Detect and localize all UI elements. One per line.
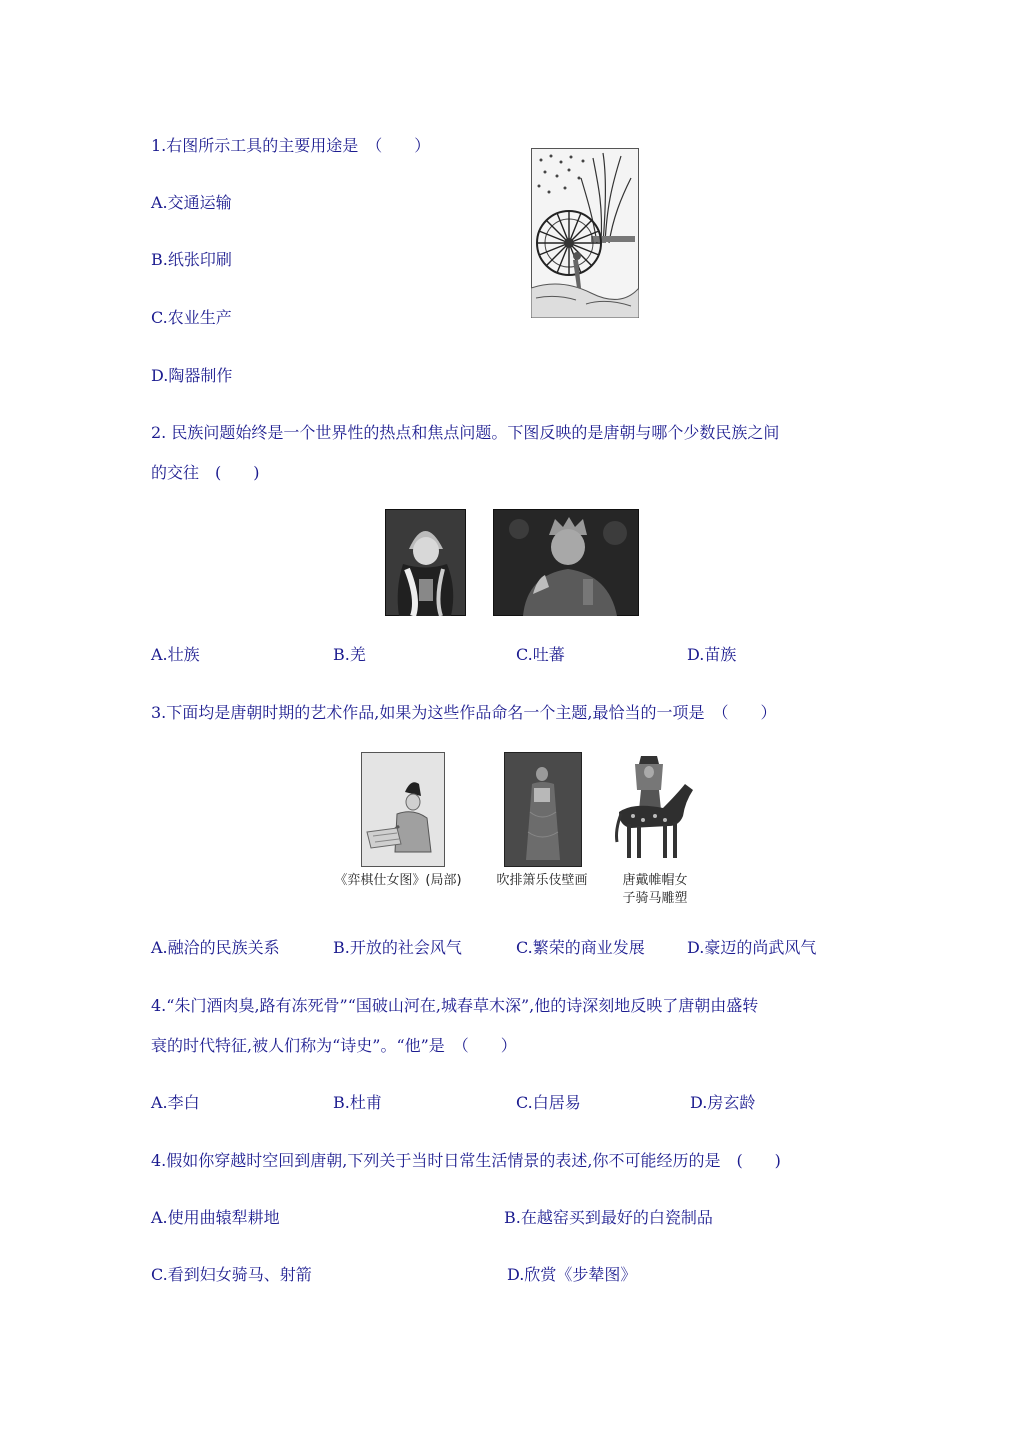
q3-option-b: B.开放的社会风气 (333, 938, 462, 957)
q4-stem-line2: 衰的时代特征,被人们称为“诗史”。“他”是 （ ） (151, 1036, 517, 1055)
caption-horse-line1: 唐戴帷帽女 (622, 873, 688, 888)
q2-stem-line1: 2. 民族问题始终是一个世界性的热点和焦点问题。下图反映的是唐朝与哪个少数民族之间 (151, 423, 780, 442)
q1-option-b: B.纸张印刷 (151, 250, 232, 269)
q3-option-a: A.融洽的民族关系 (151, 938, 280, 957)
q3-option-c: C.繁荣的商业发展 (516, 938, 645, 957)
q5-option-c: C.看到妇女骑马、射箭 (151, 1265, 312, 1284)
tibetan-figure-photo-left (385, 509, 466, 616)
q4-stem-line1: 4.“朱门酒肉臭,路有冻死骨”“国破山河在,城春草木深”,他的诗深刻地反映了唐朝由盛转 (151, 996, 759, 1015)
q1-stem: 1.右图所示工具的主要用途是 （ ） (151, 136, 431, 155)
q1-option-a: A.交通运输 (151, 193, 232, 212)
tibetan-figure-photo-right (493, 509, 639, 616)
q2-stem-line2: 的交往 ( ) (151, 463, 260, 482)
q1-option-d: D.陶器制作 (151, 366, 233, 385)
panpipe-musician-mural (504, 752, 582, 867)
q4-option-a: A.李白 (151, 1093, 200, 1112)
q4-option-b: B.杜甫 (333, 1093, 382, 1112)
q4-option-d: D.房玄龄 (690, 1093, 756, 1112)
q2-option-d: D.苗族 (687, 645, 737, 664)
q5-option-a: A.使用曲辕犁耕地 (151, 1208, 280, 1227)
q2-option-a: A.壮族 (151, 645, 200, 664)
waterwheel-illustration (531, 148, 639, 318)
q2-option-b: B.羌 (333, 645, 366, 664)
q2-option-c: C.吐蕃 (516, 645, 565, 664)
caption-lady-go: 《弈棋仕女图》(局部) (334, 873, 462, 888)
q4-option-c: C.白居易 (516, 1093, 581, 1112)
q5-option-d: D.欣赏《步辇图》 (507, 1265, 637, 1284)
q3-stem: 3.下面均是唐朝时期的艺术作品,如果为这些作品命名一个主题,最恰当的一项是 （ ） (151, 703, 777, 722)
veiled-woman-horse-sculpture (613, 750, 697, 868)
q1-option-c: C.农业生产 (151, 308, 232, 327)
q5-stem: 4.假如你穿越时空回到唐朝,下列关于当时日常生活情景的表述,你不可能经历的是 ( ) (151, 1151, 781, 1170)
q3-option-d: D.豪迈的尚武风气 (687, 938, 817, 957)
caption-panpipe-mural: 吹排箫乐伎壁画 (496, 873, 588, 888)
q5-option-b: B.在越窑买到最好的白瓷制品 (504, 1208, 713, 1227)
lady-playing-go-painting (361, 752, 445, 867)
caption-horse-line2: 子骑马雕塑 (622, 891, 688, 906)
